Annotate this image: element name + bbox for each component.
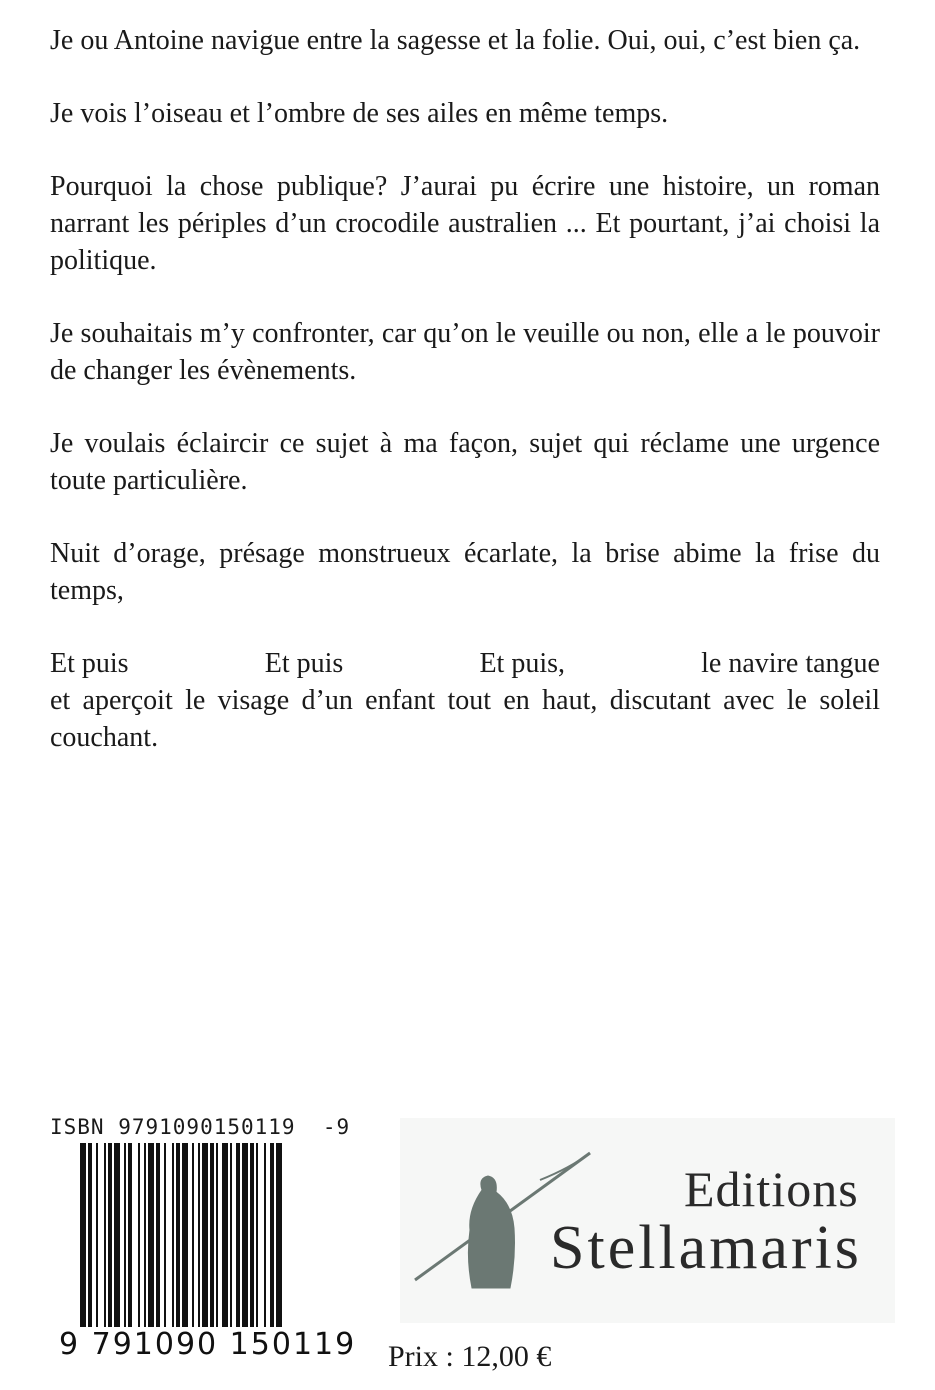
back-cover-text [50, 22, 880, 756]
navire-tangue: le navire tangue [701, 648, 880, 679]
paragraph-3: Pourquoi la chose publique? J’aurai pu écrire une histoire, un roman narrant les périples d’un crocodile australien ... Et pourtant, j’ai choisi la politique. [50, 171, 880, 276]
barcode-bar [242, 1143, 248, 1328]
barcode-bar [144, 1143, 146, 1328]
barcode-bar [108, 1143, 112, 1328]
barcode-bar [164, 1143, 166, 1328]
barcode-bar [156, 1143, 160, 1328]
et-puis-1: Et puis [50, 648, 129, 679]
publisher-name: Stellamaris [550, 1214, 862, 1282]
barcode-bar [182, 1143, 188, 1328]
barcode-bar [202, 1143, 208, 1328]
paragraph-6: Nuit d’orage, présage monstrueux écarlate, la brise abime la frise du temps, [50, 538, 880, 606]
barcode-bar [210, 1143, 214, 1328]
barcode-bar [124, 1143, 126, 1328]
et-puis-line [50, 645, 880, 682]
barcode-bar [270, 1143, 274, 1328]
price: Prix : 12,00 € [388, 1340, 552, 1373]
barcode-bar [250, 1143, 254, 1328]
barcode-digits: 9 791090 150119 [55, 1327, 360, 1362]
barcode-bar [256, 1143, 258, 1328]
paragraph-4: Je souhaitais m’y confronter, car qu’on le veuille ou non, elle a le pouvoir de changer les évènements. [50, 318, 880, 386]
paragraph-1: Je ou Antoine navigue entre la sagesse et la folie. Oui, oui, c’est bien ça. [50, 25, 861, 56]
barcode-bar [230, 1143, 232, 1328]
barcode-bar [114, 1143, 120, 1328]
barcode-bar [264, 1143, 266, 1328]
barcode-bar [96, 1143, 98, 1328]
barcode-bar [192, 1143, 194, 1328]
barcode-bar [172, 1143, 174, 1328]
paragraph-5: Je voulais éclaircir ce sujet à ma façon, sujet qui réclame une urgence toute particulière. [50, 428, 880, 496]
barcode-bar [148, 1143, 154, 1328]
barcode-bar [138, 1143, 140, 1328]
paragraph-7-rest: et aperçoit le visage d’un enfant tout en haut, discutant avec le soleil couchant. [50, 685, 880, 753]
et-puis-3: Et puis, [479, 648, 565, 679]
publisher-editions: Editions [684, 1161, 859, 1217]
isbn-label: ISBN 9791090150119 -9 [50, 1115, 351, 1139]
barcode-bar [236, 1143, 240, 1328]
barcode-bar [222, 1143, 228, 1328]
paragraph-7 [50, 645, 880, 756]
barcode-bar [176, 1143, 180, 1328]
barcode-bar [198, 1143, 200, 1328]
barcode-bar [104, 1143, 106, 1328]
barcode-bar [128, 1143, 132, 1328]
et-puis-2: Et puis [264, 648, 344, 679]
paragraph-2: Je vois l’oiseau et l’ombre de ses ailes en même temps. [50, 98, 669, 129]
barcode-bar [216, 1143, 218, 1328]
